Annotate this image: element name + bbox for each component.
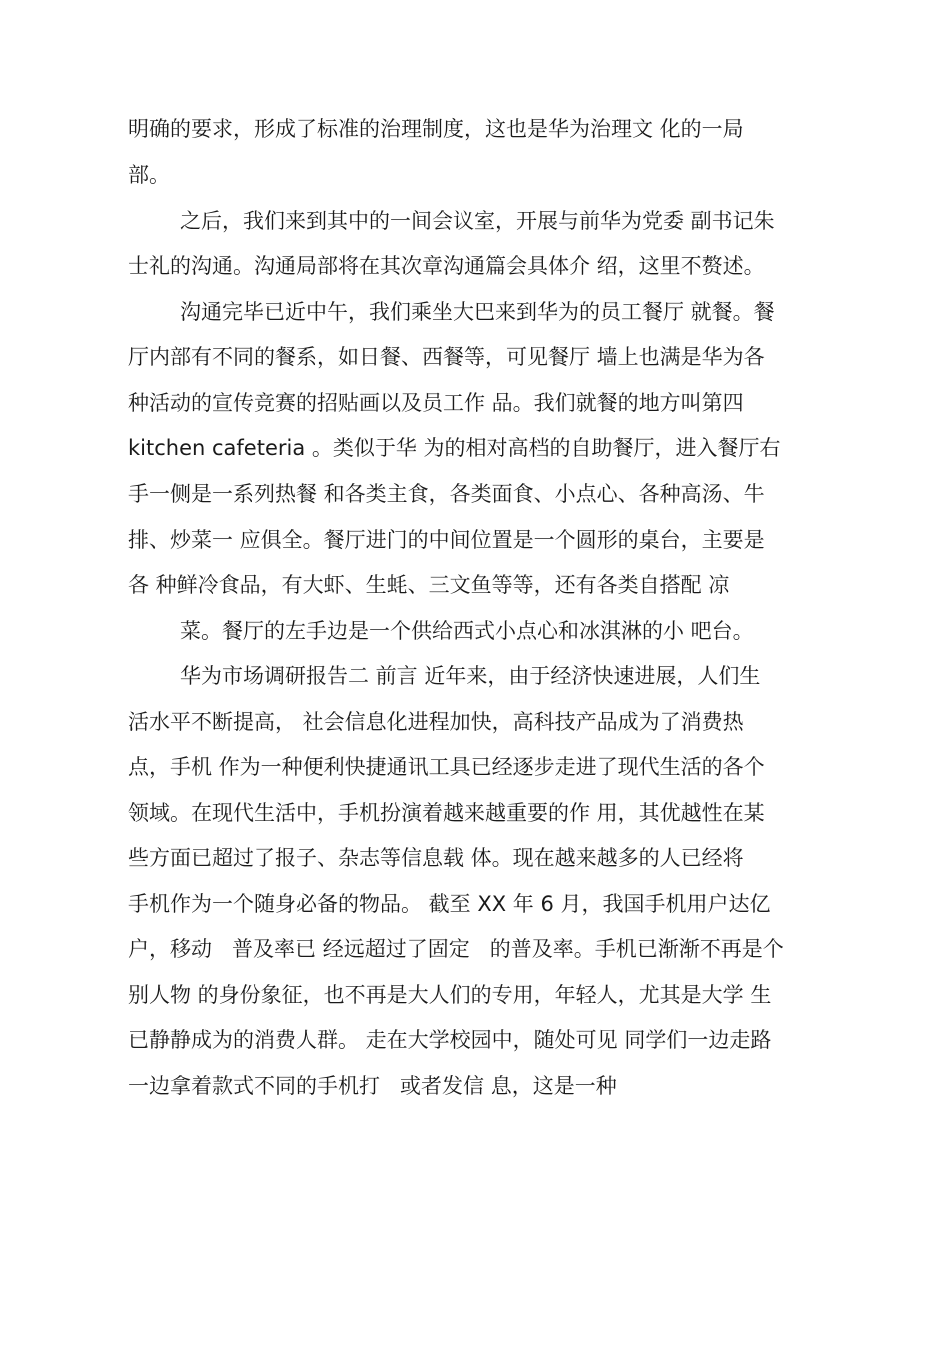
- text-line: 明确的要求，形成了标准的治理制度，这也是华为治理文 化的一局: [128, 117, 744, 141]
- text-line: 菜。餐厅的左手边是一个供给西式小点心和冰淇淋的小 吧台。: [180, 619, 754, 643]
- text-line: 领域。在现代生活中，手机扮演着越来越重要的作 用，其优越性在某: [128, 801, 765, 825]
- text-line: 之后，我们来到其中的一间会议室，开展与前华为党委 副书记朱: [180, 209, 775, 233]
- text-line: 华为市场调研报告二 前言 近年来，由于经济快速进展，人们生: [180, 664, 761, 688]
- text-line: 活水平不断提高， 社会信息化进程加快，高科技产品成为了消费热: [128, 710, 744, 734]
- text-line: 别人物 的身份象征，也不再是大人们的专用，年轻人，尤其是大学 生: [128, 983, 772, 1007]
- text-line: 各 种鲜冷食品，有大虾、生蚝、三文鱼等等，还有各类自搭配 凉: [128, 573, 730, 597]
- text-line: 点，手机 作为一种便利快捷通讯工具已经逐步走进了现代生活的各个: [128, 755, 765, 779]
- text-line: 一边拿着款式不同的手机打 或者发信 息，这是一种: [128, 1074, 617, 1098]
- text-line: 户，移动 普及率已 经远超过了固定 的普及率。手机已渐渐不再是个: [128, 937, 784, 961]
- text-line: 士礼的沟通。沟通局部将在其次章沟通篇会具体介 绍，这里不赘述。: [128, 254, 765, 278]
- text-line: 部。: [128, 163, 170, 187]
- text-line: 种活动的宣传竞赛的招贴画以及员工作 品。我们就餐的地方叫第四: [128, 391, 744, 415]
- text-line: 厅内部有不同的餐系，如日餐、西餐等，可见餐厅 墙上也满是华为各: [128, 345, 765, 369]
- text-line: 手一侧是一系列热餐 和各类主食，各类面食、小点心、各种高汤、牛: [128, 482, 765, 506]
- text-line: kitchen cafeteria 。类似于华 为的相对高档的自助餐厅，进入餐厅右: [128, 436, 781, 460]
- text-line: 已静静成为的消费人群。 走在大学校园中，随处可见 同学们一边走路: [128, 1028, 772, 1052]
- text-line: 沟通完毕已近中午，我们乘坐大巴来到华为的员工餐厅 就餐。餐: [180, 300, 775, 324]
- text-line: 排、炒菜一 应俱全。餐厅进门的中间位置是一个圆形的桌台，主要是: [128, 528, 765, 552]
- text-line: 些方面已超过了报子、杂志等信息载 体。现在越来越多的人已经将: [128, 846, 744, 870]
- text-line: 手机作为一个随身必备的物品。 截至 XX 年 6 月，我国手机用户达亿: [128, 892, 771, 916]
